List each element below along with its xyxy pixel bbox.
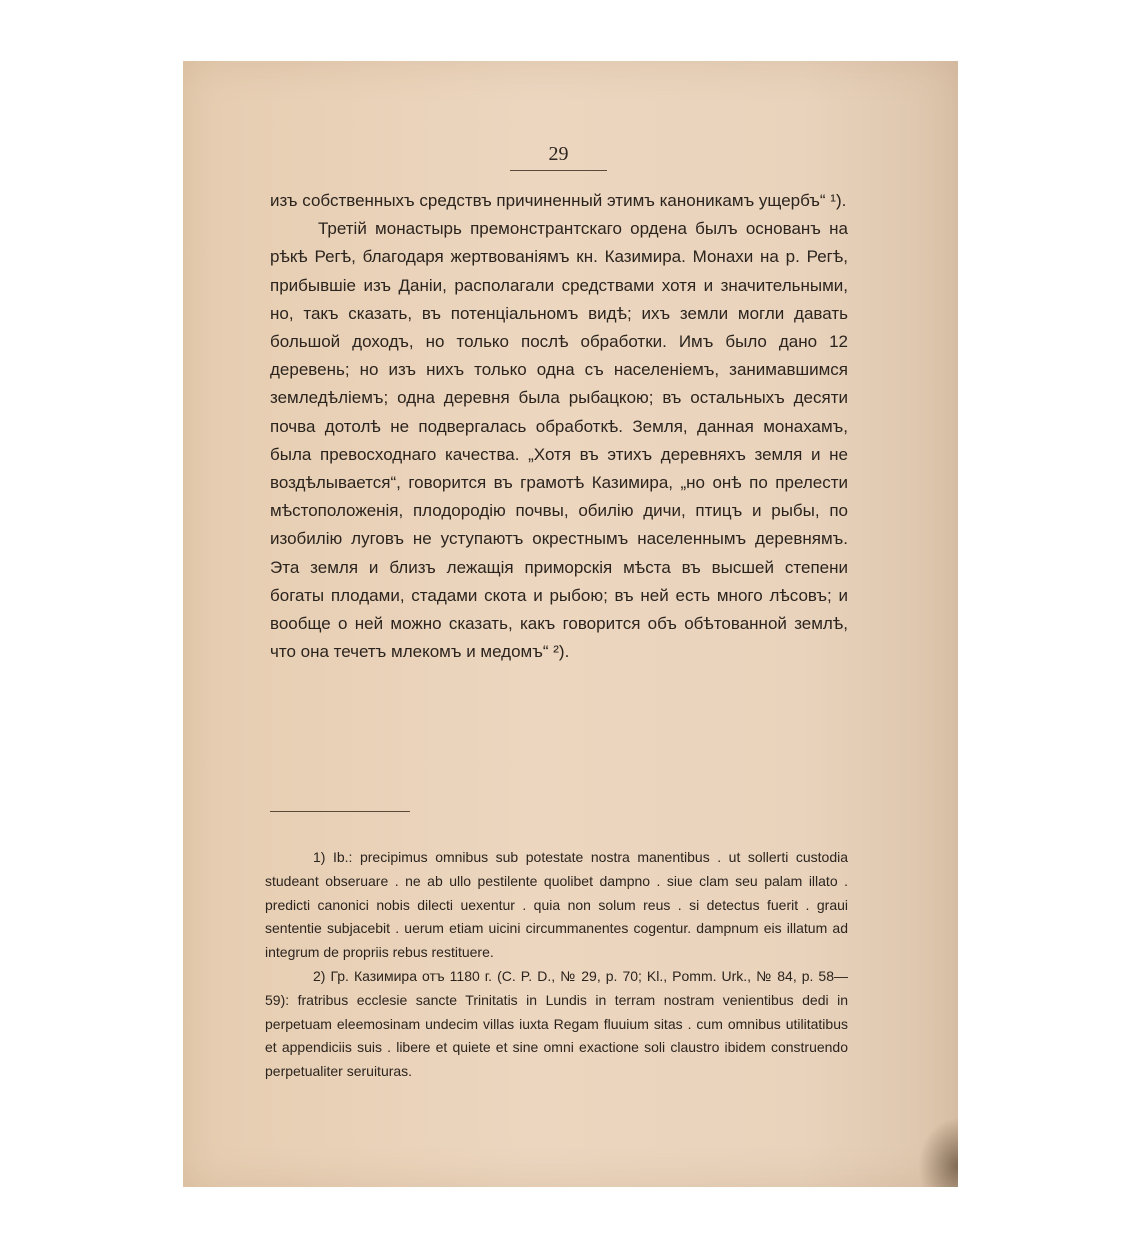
book-page [183, 61, 958, 1187]
body-text [270, 187, 848, 666]
page-edge-shadow [918, 1117, 958, 1187]
paragraph-monastery-rega: Третій монастырь премонстрантскаго ордена былъ основанъ на рѣкѣ Регѣ, благодаря жертвованіямъ кн. Казимира. Монахи на р. Регѣ, прибывшіе изъ Даніи, располагали средствами хотя и значительными, но, такъ сказать, въ потенціальномъ видѣ; ихъ земли могли давать большой доходъ, но только послѣ обработки. Имъ было дано 12 деревень; но изъ нихъ только одна съ населеніемъ, занимавшимся земледѣліемъ; одна деревня была рыбацкою; въ остальныхъ десяти почва дотолѣ не подвергалась обработкѣ. Земля, данная монахамъ, была превосходнаго качества. „Хотя въ этихъ деревняхъ земля и не воздѣлывается“, говорится въ грамотѣ Казимира, „но онѣ по прелести мѣстоположенія, плодородію почвы, обилію дичи, птицъ и рыбы, по изобилію луговъ не уступаютъ окрестнымъ населеннымъ деревнямъ. Эта земля и близъ лежащія приморскія мѣста въ высшей степени богаты плодами, стадами скота и рыбою; въ ней есть много лѣсовъ; и вообще о ней можно сказать, какъ говорится объ обѣтованной землѣ, что она течетъ млекомъ и медомъ“ ²). [270, 219, 848, 662]
page-number: 29 [510, 143, 607, 171]
footnote-divider [270, 811, 410, 812]
paragraph-continuation: изъ собственныхъ средствъ причиненный этимъ каноникамъ ущербъ“ ¹). [270, 191, 847, 210]
footnote-1: 1) Ib.: precipimus omnibus sub potestate nostra manentibus . ut sollerti custodia studeant obseruare . ne ab ullo pestilente quolibet dampno . siue clam seu palam illato . predicti canonici nobis dilecti uexentur . quia non solum reus . si detectus fuerit . graui sententie subjacebit . uerum etiam uicini circummanentes cogentur. dampnum eis illatum ad integrum de propriis rebus restituere. [265, 849, 848, 961]
footnotes [265, 846, 848, 1084]
footnote-2: 2) Гр. Казимира отъ 1180 г. (С. P. D., № 29, p. 70; Kl., Pomm. Urk., № 84, p. 58—59): fratribus ecclesie sancte Trinitatis in Lundis in terram nostram venientibus dedi in perpetuam eleemosinam undecim villas iuxta Regam fluuium sitas . cum omnibus utilitatibus et appendiciis suis . libere et quiete et sine omni exactione soli claustro ibidem construendo perpetualiter seruituras. [265, 967, 848, 1080]
